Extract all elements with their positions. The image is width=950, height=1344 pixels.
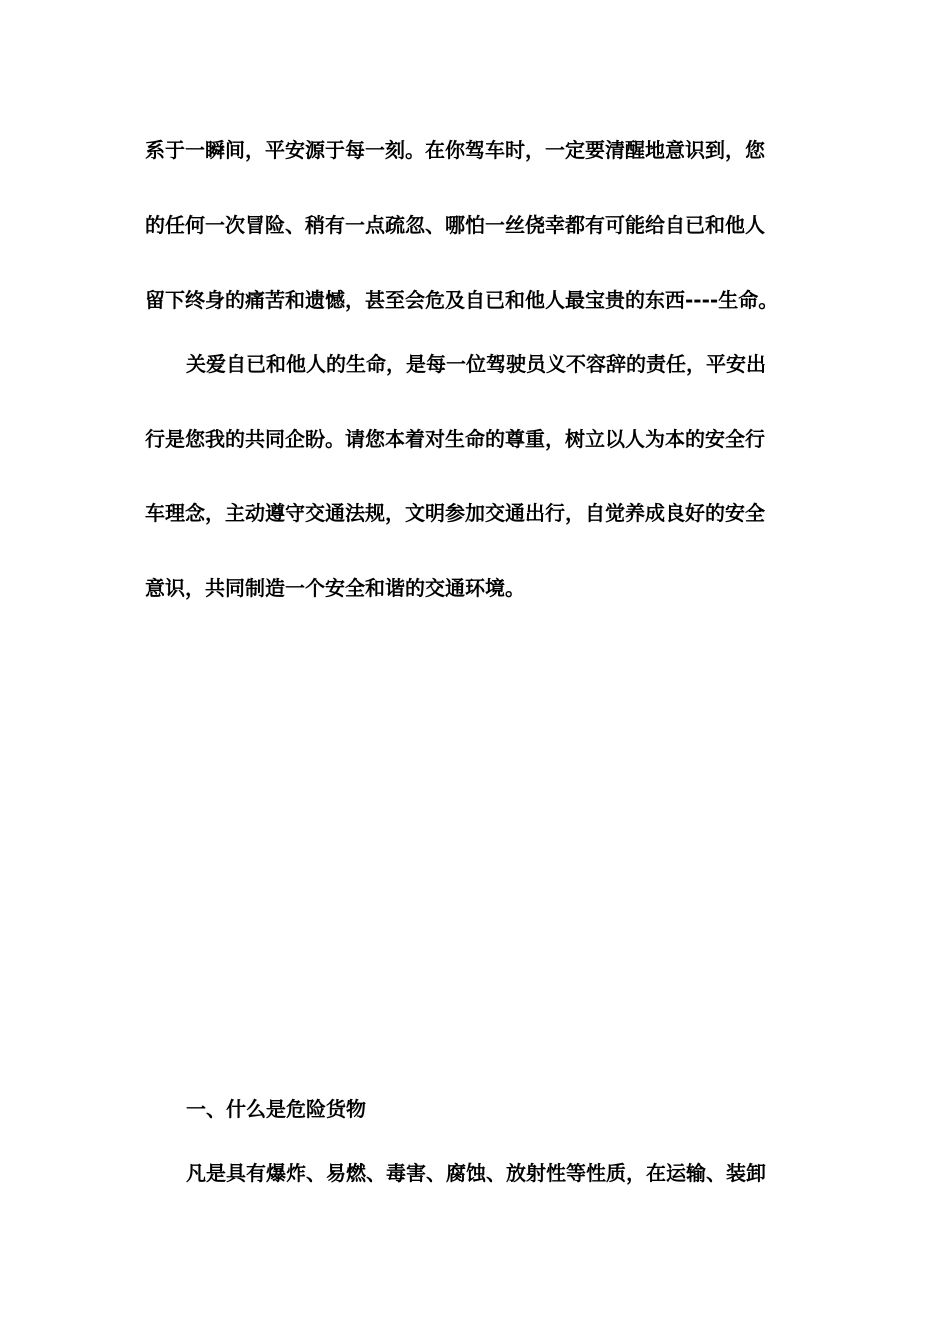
section-1-heading: 一、什么是危险货物 [186, 1097, 366, 1121]
paragraph-2-line-4: 意识，共同制造一个安全和谐的交通环境。 [145, 576, 525, 600]
paragraph-1-line-1: 系于一瞬间，平安源于每一刻。在你驾车时，一定要清醒地意识到，您 [145, 138, 765, 162]
paragraph-1-line-2: 的任何一次冒险、稍有一点疏忽、哪怕一丝侥幸都有可能给自已和他人 [145, 213, 765, 237]
paragraph-2-line-1: 关爱自已和他人的生命，是每一位驾驶员义不容辞的责任，平安出 [186, 352, 766, 376]
paragraph-2-line-2: 行是您我的共同企盼。请您本着对生命的尊重，树立以人为本的安全行 [145, 427, 765, 451]
section-1-line-1: 凡是具有爆炸、易燃、毒害、腐蚀、放射性等性质，在运输、装卸 [186, 1161, 766, 1185]
paragraph-1-line-3: 留下终身的痛苦和遗憾，甚至会危及自已和他人最宝贵的东西----生命。 [145, 288, 779, 312]
paragraph-2-line-3: 车理念，主动遵守交通法规，文明参加交通出行，自觉养成良好的安全 [145, 501, 765, 525]
